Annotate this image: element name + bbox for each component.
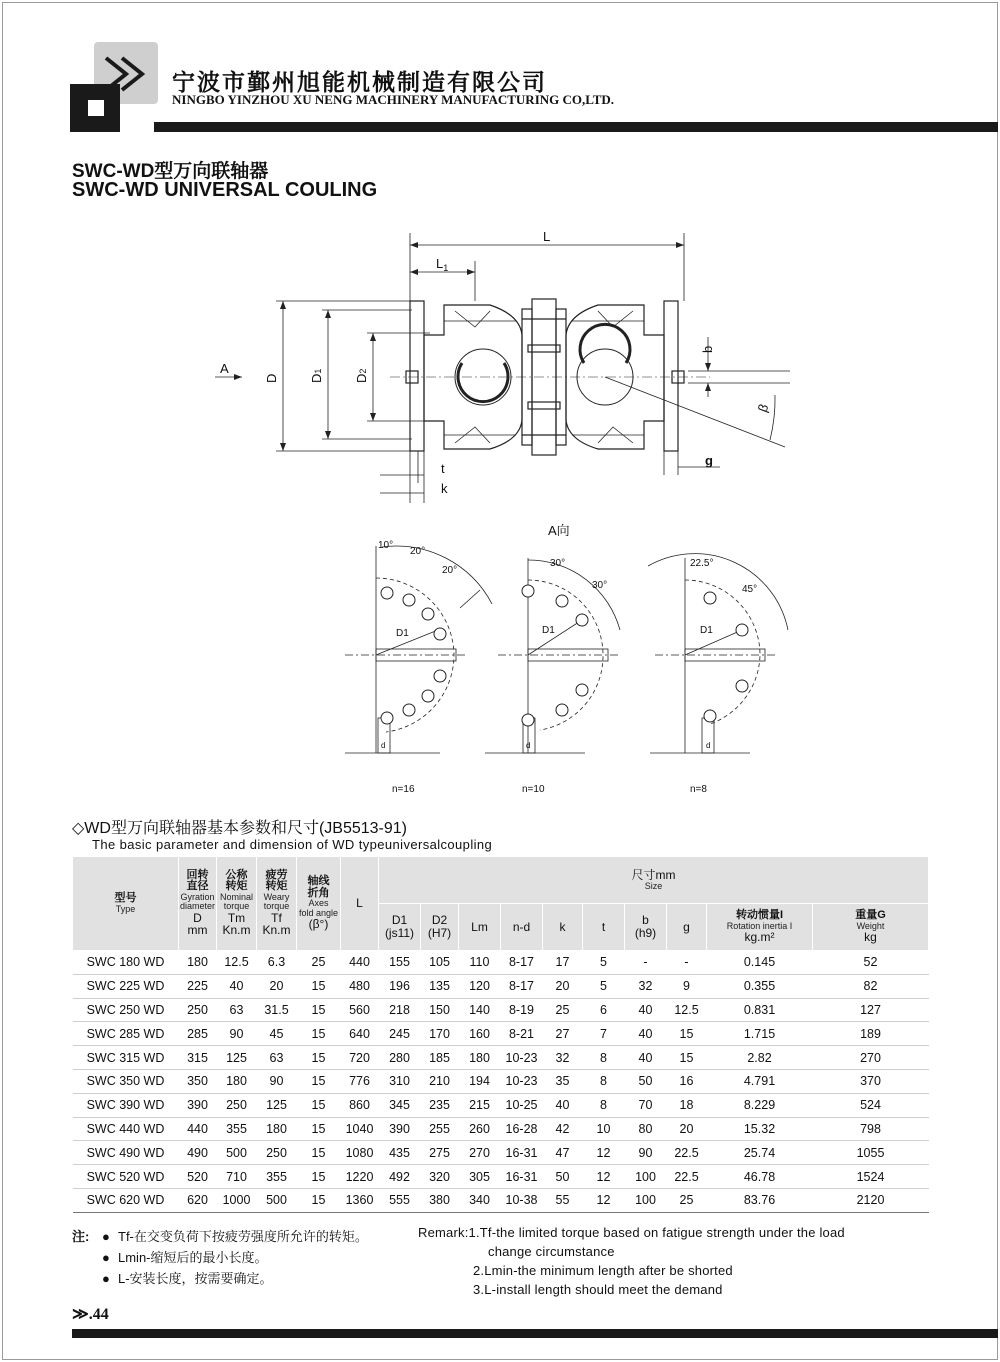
cell-lm: 270 bbox=[459, 1141, 501, 1165]
cell-b: 100 bbox=[625, 1165, 667, 1189]
dial-n10-angle-1: 30° bbox=[550, 558, 566, 569]
cell-nd: 8-21 bbox=[501, 1022, 543, 1046]
table-row bbox=[73, 1165, 929, 1189]
col-b: b (h9) bbox=[625, 904, 667, 951]
cell-d1: 245 bbox=[379, 1022, 421, 1046]
cell-d1: 435 bbox=[379, 1141, 421, 1165]
cell-b: 40 bbox=[625, 998, 667, 1022]
bullet: ● bbox=[102, 1229, 110, 1244]
col-weary-torque: 疲劳 转矩 Weary torque Tf Kn.m bbox=[257, 857, 297, 951]
cell-tf: 63 bbox=[257, 1046, 297, 1070]
cell-t: 12 bbox=[583, 1165, 625, 1189]
cell-b: 40 bbox=[625, 1046, 667, 1070]
table-row bbox=[73, 974, 929, 998]
cell-weight: 189 bbox=[813, 1022, 929, 1046]
bullet: ● bbox=[102, 1271, 110, 1286]
cell-l: 440 bbox=[341, 951, 379, 975]
dial-n10-d: d bbox=[526, 741, 531, 750]
cell-type: SWC 490 WD bbox=[73, 1141, 179, 1165]
cell-type: SWC 180 WD bbox=[73, 951, 179, 975]
cell-angle: 15 bbox=[297, 1165, 341, 1189]
cell-tf: 500 bbox=[257, 1188, 297, 1212]
cell-b: 32 bbox=[625, 974, 667, 998]
cell-b: 80 bbox=[625, 1117, 667, 1141]
cell-weight: 82 bbox=[813, 974, 929, 998]
cell-d2: 320 bbox=[421, 1165, 459, 1189]
note-zh-1: Tf-在交变负荷下按疲劳强度所允许的转矩。 bbox=[118, 1229, 368, 1244]
cell-tm: 40 bbox=[217, 974, 257, 998]
cell-weight: 1524 bbox=[813, 1165, 929, 1189]
page-number: ≫.44 bbox=[72, 1306, 109, 1323]
cell-g: 15 bbox=[667, 1022, 707, 1046]
cell-nd: 16-28 bbox=[501, 1117, 543, 1141]
cell-k: 27 bbox=[543, 1022, 583, 1046]
cell-d2: 210 bbox=[421, 1069, 459, 1093]
cell-d: 620 bbox=[179, 1188, 217, 1212]
dial-n10 bbox=[485, 558, 620, 795]
cell-d2: 105 bbox=[421, 951, 459, 975]
cell-tm: 1000 bbox=[217, 1188, 257, 1212]
spec-table-body bbox=[73, 951, 929, 1213]
dial-n8-d1: D1 bbox=[700, 625, 713, 636]
col-nd: n-d bbox=[501, 904, 543, 951]
dial-n8 bbox=[648, 554, 788, 795]
cell-t: 8 bbox=[583, 1069, 625, 1093]
cell-angle: 15 bbox=[297, 1117, 341, 1141]
cell-d: 390 bbox=[179, 1093, 217, 1117]
notes-en bbox=[418, 1223, 845, 1299]
cell-lm: 305 bbox=[459, 1165, 501, 1189]
cell-weight: 127 bbox=[813, 998, 929, 1022]
header-bar bbox=[154, 122, 998, 132]
cell-k: 40 bbox=[543, 1093, 583, 1117]
cell-g: 22.5 bbox=[667, 1165, 707, 1189]
cell-angle: 15 bbox=[297, 998, 341, 1022]
cell-g: 18 bbox=[667, 1093, 707, 1117]
cell-tm: 12.5 bbox=[217, 951, 257, 975]
cell-inertia: 1.715 bbox=[707, 1022, 813, 1046]
cell-tf: 6.3 bbox=[257, 951, 297, 975]
cell-d: 250 bbox=[179, 998, 217, 1022]
cell-g: 22.5 bbox=[667, 1141, 707, 1165]
cell-angle: 15 bbox=[297, 1069, 341, 1093]
dim-D2: D2 bbox=[354, 368, 369, 383]
dim-beta: β bbox=[754, 401, 772, 415]
table-row bbox=[73, 998, 929, 1022]
cell-inertia: 83.76 bbox=[707, 1188, 813, 1212]
cell-lm: 180 bbox=[459, 1046, 501, 1070]
cell-d1: 280 bbox=[379, 1046, 421, 1070]
cell-t: 12 bbox=[583, 1188, 625, 1212]
cell-k: 35 bbox=[543, 1069, 583, 1093]
cell-nd: 16-31 bbox=[501, 1141, 543, 1165]
cell-lm: 340 bbox=[459, 1188, 501, 1212]
cell-d1: 390 bbox=[379, 1117, 421, 1141]
cell-tm: 355 bbox=[217, 1117, 257, 1141]
cell-d: 285 bbox=[179, 1022, 217, 1046]
cell-d2: 255 bbox=[421, 1117, 459, 1141]
cell-inertia: 8.229 bbox=[707, 1093, 813, 1117]
dial-n16 bbox=[345, 540, 492, 795]
cell-d: 490 bbox=[179, 1141, 217, 1165]
table-row bbox=[73, 1069, 929, 1093]
cell-type: SWC 250 WD bbox=[73, 998, 179, 1022]
cell-d2: 275 bbox=[421, 1141, 459, 1165]
cell-t: 12 bbox=[583, 1141, 625, 1165]
cell-inertia: 2.82 bbox=[707, 1046, 813, 1070]
cell-angle: 15 bbox=[297, 1188, 341, 1212]
cell-type: SWC 225 WD bbox=[73, 974, 179, 998]
cell-tf: 125 bbox=[257, 1093, 297, 1117]
dim-L: L bbox=[543, 229, 551, 244]
dim-g: g bbox=[705, 453, 713, 468]
table-row bbox=[73, 1046, 929, 1070]
note-en-1: Remark:1.Tf-the limited torque based on fatigue strength under the load bbox=[418, 1225, 845, 1240]
table-row bbox=[73, 1117, 929, 1141]
cell-l: 640 bbox=[341, 1022, 379, 1046]
col-D2: D2 (H7) bbox=[421, 904, 459, 951]
table-row bbox=[73, 1188, 929, 1212]
cell-tf: 180 bbox=[257, 1117, 297, 1141]
cell-angle: 15 bbox=[297, 1022, 341, 1046]
note-zh-2: Lmin-缩短后的最小长度。 bbox=[118, 1250, 268, 1265]
cell-d: 350 bbox=[179, 1069, 217, 1093]
cell-t: 8 bbox=[583, 1046, 625, 1070]
cell-weight: 52 bbox=[813, 951, 929, 975]
company-name-zh: 宁波市鄞州旭能机械制造有限公司 bbox=[172, 69, 547, 95]
cell-k: 32 bbox=[543, 1046, 583, 1070]
col-weight: 重量G Weight kg bbox=[813, 904, 929, 951]
table-row bbox=[73, 1022, 929, 1046]
cell-l: 560 bbox=[341, 998, 379, 1022]
cell-d1: 310 bbox=[379, 1069, 421, 1093]
note-zh-3: L-安装长度，按需要确定。 bbox=[118, 1271, 273, 1286]
cell-angle: 15 bbox=[297, 1046, 341, 1070]
cell-angle: 15 bbox=[297, 1093, 341, 1117]
cell-k: 47 bbox=[543, 1141, 583, 1165]
product-title-zh: SWC-WD型万向联轴器 bbox=[72, 161, 269, 182]
cell-tf: 355 bbox=[257, 1165, 297, 1189]
company-logo bbox=[70, 42, 162, 134]
col-L: L bbox=[341, 857, 379, 951]
cell-nd: 8-19 bbox=[501, 998, 543, 1022]
dim-k: k bbox=[441, 481, 448, 496]
cell-t: 6 bbox=[583, 998, 625, 1022]
col-fold-angle: 轴线 折角 Axes fold angle (β°) bbox=[297, 857, 341, 951]
dim-D1: D1 bbox=[309, 368, 324, 383]
dial-n16-caption: n=16 bbox=[392, 784, 415, 795]
cell-tm: 90 bbox=[217, 1022, 257, 1046]
cell-t: 5 bbox=[583, 951, 625, 975]
cell-d1: 555 bbox=[379, 1188, 421, 1212]
dim-D: D bbox=[264, 373, 279, 383]
section-title-zh: ◇WD型万向联轴器基本参数和尺寸(JB5513-91) bbox=[72, 820, 408, 837]
cell-g: 9 bbox=[667, 974, 707, 998]
cell-tm: 180 bbox=[217, 1069, 257, 1093]
cell-tf: 20 bbox=[257, 974, 297, 998]
note-en-1b: change circumstance bbox=[488, 1244, 615, 1259]
dial-n16-angle-3: 20° bbox=[442, 565, 458, 576]
cell-d: 315 bbox=[179, 1046, 217, 1070]
cell-d2: 170 bbox=[421, 1022, 459, 1046]
cell-k: 20 bbox=[543, 974, 583, 998]
cell-d1: 155 bbox=[379, 951, 421, 975]
dim-b: b bbox=[700, 345, 715, 353]
cell-d1: 492 bbox=[379, 1165, 421, 1189]
cell-inertia: 15.32 bbox=[707, 1117, 813, 1141]
cell-weight: 270 bbox=[813, 1046, 929, 1070]
cell-t: 5 bbox=[583, 974, 625, 998]
cell-l: 1360 bbox=[341, 1188, 379, 1212]
cell-l: 480 bbox=[341, 974, 379, 998]
cell-b: 70 bbox=[625, 1093, 667, 1117]
cell-l: 1040 bbox=[341, 1117, 379, 1141]
col-g: g bbox=[667, 904, 707, 951]
dim-t: t bbox=[441, 461, 445, 476]
note-en-2: 2.Lmin-the minimum length after be shorted bbox=[473, 1263, 733, 1278]
cell-type: SWC 390 WD bbox=[73, 1093, 179, 1117]
cell-tm: 63 bbox=[217, 998, 257, 1022]
col-gyration-diameter: 回转 直径 Gyration diameter D mm bbox=[179, 857, 217, 951]
cell-nd: 8-17 bbox=[501, 951, 543, 975]
dim-L1: $L_1$ bbox=[436, 256, 449, 273]
dial-n8-d: d bbox=[706, 741, 711, 750]
dial-n10-caption: n=10 bbox=[522, 784, 545, 795]
cell-inertia: 25.74 bbox=[707, 1141, 813, 1165]
cell-d: 520 bbox=[179, 1165, 217, 1189]
cell-weight: 2120 bbox=[813, 1188, 929, 1212]
cell-g: 15 bbox=[667, 1046, 707, 1070]
col-D1: D1 (js11) bbox=[379, 904, 421, 951]
cell-d1: 218 bbox=[379, 998, 421, 1022]
dial-n8-angle-2: 45° bbox=[742, 584, 758, 595]
cell-tf: 90 bbox=[257, 1069, 297, 1093]
cell-nd: 10-25 bbox=[501, 1093, 543, 1117]
cell-inertia: 0.831 bbox=[707, 998, 813, 1022]
cell-inertia: 0.355 bbox=[707, 974, 813, 998]
cell-inertia: 0.145 bbox=[707, 951, 813, 975]
cell-d: 180 bbox=[179, 951, 217, 975]
dial-n16-d: d bbox=[381, 741, 386, 750]
cell-k: 50 bbox=[543, 1165, 583, 1189]
dial-n10-d1: D1 bbox=[542, 625, 555, 636]
cell-tm: 250 bbox=[217, 1093, 257, 1117]
table-header-row-1 bbox=[73, 857, 929, 904]
cell-l: 720 bbox=[341, 1046, 379, 1070]
cell-b: 90 bbox=[625, 1141, 667, 1165]
note-en-3: 3.L-install length should meet the demand bbox=[473, 1282, 723, 1297]
cell-d1: 196 bbox=[379, 974, 421, 998]
dial-n16-angle-1: 10° bbox=[378, 540, 394, 551]
product-title-en: SWC-WD UNIVERSAL COULING bbox=[72, 179, 378, 201]
col-size-group: 尺寸mm Size bbox=[379, 857, 929, 904]
dial-n8-caption: n=8 bbox=[690, 784, 707, 795]
col-Lm: Lm bbox=[459, 904, 501, 951]
cell-g: - bbox=[667, 951, 707, 975]
footer-bar bbox=[72, 1329, 998, 1338]
bolt-pattern-views bbox=[330, 518, 810, 803]
cell-d2: 185 bbox=[421, 1046, 459, 1070]
table-row bbox=[73, 1141, 929, 1165]
cell-tm: 710 bbox=[217, 1165, 257, 1189]
notes-zh bbox=[72, 1226, 368, 1289]
company-name-en: NINGBO YINZHOU XU NENG MACHINERY MANUFACTURING CO,LTD. bbox=[172, 92, 615, 107]
cell-nd: 10-23 bbox=[501, 1069, 543, 1093]
cell-nd: 10-23 bbox=[501, 1046, 543, 1070]
cell-lm: 160 bbox=[459, 1022, 501, 1046]
cell-type: SWC 440 WD bbox=[73, 1117, 179, 1141]
coupling-drawing bbox=[200, 225, 800, 510]
cell-d1: 345 bbox=[379, 1093, 421, 1117]
spec-table bbox=[72, 856, 929, 1213]
cell-lm: 140 bbox=[459, 998, 501, 1022]
cell-b: 40 bbox=[625, 1022, 667, 1046]
cell-type: SWC 350 WD bbox=[73, 1069, 179, 1093]
cell-angle: 25 bbox=[297, 951, 341, 975]
cell-t: 8 bbox=[583, 1093, 625, 1117]
cell-l: 776 bbox=[341, 1069, 379, 1093]
cell-nd: 10-38 bbox=[501, 1188, 543, 1212]
cell-b: 100 bbox=[625, 1188, 667, 1212]
view-arrow-A: A bbox=[220, 361, 229, 376]
dial-n16-angle-2: 20° bbox=[410, 546, 426, 557]
notes-label: 注: bbox=[72, 1229, 90, 1244]
dial-n16-d1: D1 bbox=[396, 628, 409, 639]
dial-n8-angle-1: 22.5° bbox=[690, 558, 714, 569]
cell-tm: 500 bbox=[217, 1141, 257, 1165]
col-t: t bbox=[583, 904, 625, 951]
cell-inertia: 4.791 bbox=[707, 1069, 813, 1093]
view-A-label: A向 bbox=[548, 523, 570, 538]
cell-d: 225 bbox=[179, 974, 217, 998]
cell-lm: 215 bbox=[459, 1093, 501, 1117]
cell-g: 20 bbox=[667, 1117, 707, 1141]
cell-k: 17 bbox=[543, 951, 583, 975]
cell-l: 860 bbox=[341, 1093, 379, 1117]
cell-g: 25 bbox=[667, 1188, 707, 1212]
cell-b: - bbox=[625, 951, 667, 975]
cell-tm: 125 bbox=[217, 1046, 257, 1070]
cell-type: SWC 520 WD bbox=[73, 1165, 179, 1189]
cell-weight: 370 bbox=[813, 1069, 929, 1093]
cell-lm: 120 bbox=[459, 974, 501, 998]
cell-weight: 1055 bbox=[813, 1141, 929, 1165]
cell-d2: 150 bbox=[421, 998, 459, 1022]
table-row bbox=[73, 1093, 929, 1117]
cell-tf: 31.5 bbox=[257, 998, 297, 1022]
col-rotation-inertia: 转动惯量I Rotation inertia I kg.m² bbox=[707, 904, 813, 951]
cell-k: 42 bbox=[543, 1117, 583, 1141]
cell-b: 50 bbox=[625, 1069, 667, 1093]
cell-k: 25 bbox=[543, 998, 583, 1022]
cell-d2: 380 bbox=[421, 1188, 459, 1212]
cell-l: 1080 bbox=[341, 1141, 379, 1165]
cell-t: 10 bbox=[583, 1117, 625, 1141]
cell-g: 12.5 bbox=[667, 998, 707, 1022]
cell-angle: 15 bbox=[297, 1141, 341, 1165]
cell-d2: 135 bbox=[421, 974, 459, 998]
cell-g: 16 bbox=[667, 1069, 707, 1093]
cell-lm: 260 bbox=[459, 1117, 501, 1141]
cell-weight: 798 bbox=[813, 1117, 929, 1141]
table-row bbox=[73, 951, 929, 975]
cell-nd: 8-17 bbox=[501, 974, 543, 998]
cell-inertia: 46.78 bbox=[707, 1165, 813, 1189]
bullet: ● bbox=[102, 1250, 110, 1265]
cell-type: SWC 620 WD bbox=[73, 1188, 179, 1212]
cell-angle: 15 bbox=[297, 974, 341, 998]
col-type: 型号 Type bbox=[73, 857, 179, 951]
cell-tf: 250 bbox=[257, 1141, 297, 1165]
cell-tf: 45 bbox=[257, 1022, 297, 1046]
dial-n10-angle-2: 30° bbox=[592, 580, 608, 591]
cell-lm: 194 bbox=[459, 1069, 501, 1093]
col-nominal-torque: 公称 转矩 Nominal torque Tm Kn.m bbox=[217, 857, 257, 951]
cell-t: 7 bbox=[583, 1022, 625, 1046]
cell-k: 55 bbox=[543, 1188, 583, 1212]
cell-nd: 16-31 bbox=[501, 1165, 543, 1189]
cell-d2: 235 bbox=[421, 1093, 459, 1117]
cell-l: 1220 bbox=[341, 1165, 379, 1189]
col-k: k bbox=[543, 904, 583, 951]
cell-d: 440 bbox=[179, 1117, 217, 1141]
cell-weight: 524 bbox=[813, 1093, 929, 1117]
section-title-en: The basic parameter and dimension of WD typeuniversalcoupling bbox=[92, 837, 493, 852]
cell-lm: 110 bbox=[459, 951, 501, 975]
cell-type: SWC 315 WD bbox=[73, 1046, 179, 1070]
cell-type: SWC 285 WD bbox=[73, 1022, 179, 1046]
